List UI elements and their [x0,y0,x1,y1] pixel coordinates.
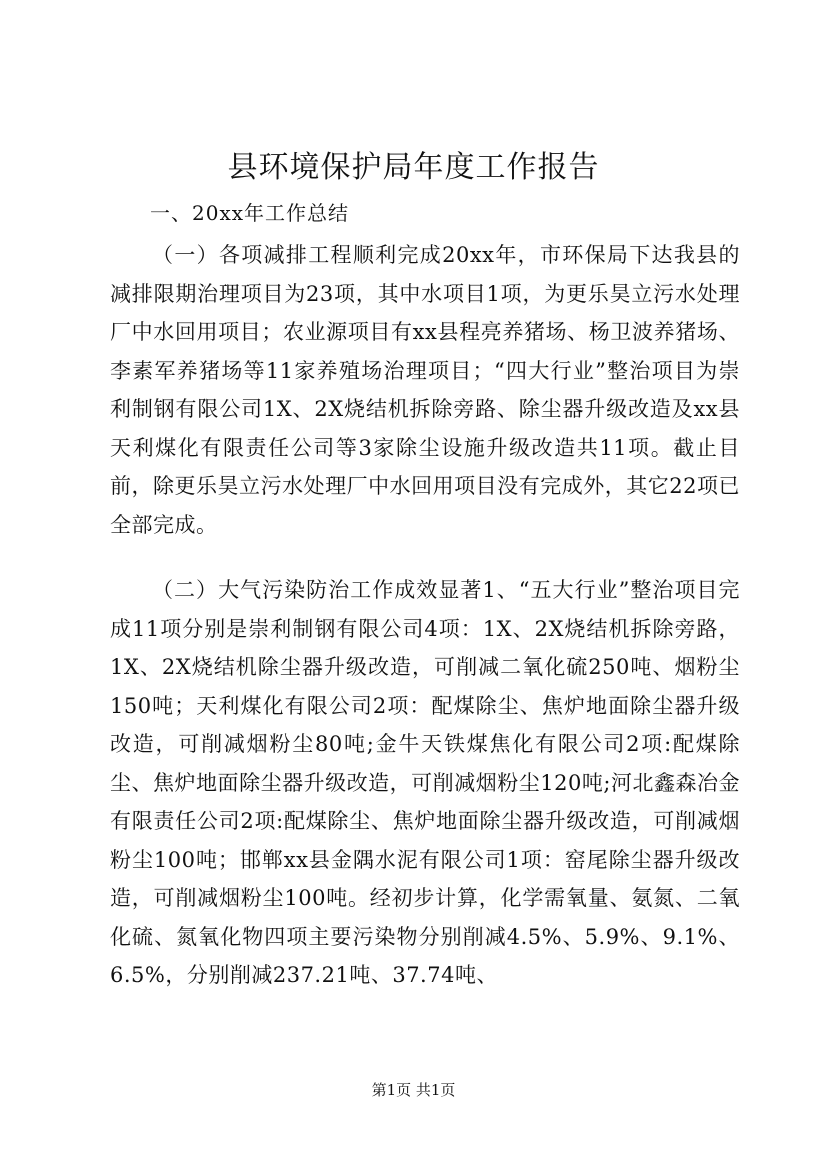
section-heading: 一、20xx年工作总结 [150,201,350,225]
page-footer: 第1页 共1页 [371,1081,456,1099]
paragraph-2: （二）大气污染防治工作成效显著1、“五大行业”整治项目完成11项分别是崇利制钢有限公司4项：1X、2X烧结机拆除旁路，1X、2X烧结机除尘器升级改造，可削减二氧化硫250吨、烟粉尘150吨；天利煤化有限公司2项：配煤除尘、焦炉地面除尘器升级改造，可削减烟粉尘80吨;金牛天铁煤焦化有限公司2项:配煤除尘、焦炉地面除尘器升级改造，可削减烟粉尘120吨;河北鑫森冶金有限责任公司2项:配煤除尘、焦炉地面除尘器升级改造，可削减烟粉尘100吨；邯郸xx县金隅水泥有限公司1项：窑尾除尘器升级改造，可削减烟粉尘100吨。经初步计算，化学需氧量、氨氮、二氧化硫、氮氧化物四项主要污染物分别削减4.5%、5.9%、9.1%、6.5%，分别削减237.21吨、37.74吨、 [110,578,740,987]
document-title: 县环境保护局年度工作报告 [227,150,600,185]
paragraph-1: （一）各项减排工程顺利完成20xx年，市环保局下达我县的减排限期治理项目为23项，其中水项目1项，为更乐昊立污水处理厂中水回用项目；农业源项目有xx县程亮养猪场、杨卫波养猪场、李素军养猪场等11家养殖场治理项目；“四大行业”整治项目为崇利制钢有限公司1X、2X烧结机拆除旁路、除尘器升级改造及xx县天利煤化有限责任公司等3家除尘设施升级改造共11项。截止目前，除更乐昊立污水处理厂中水回用项目没有完成外，其它22项已全部完成。 [110,243,740,537]
